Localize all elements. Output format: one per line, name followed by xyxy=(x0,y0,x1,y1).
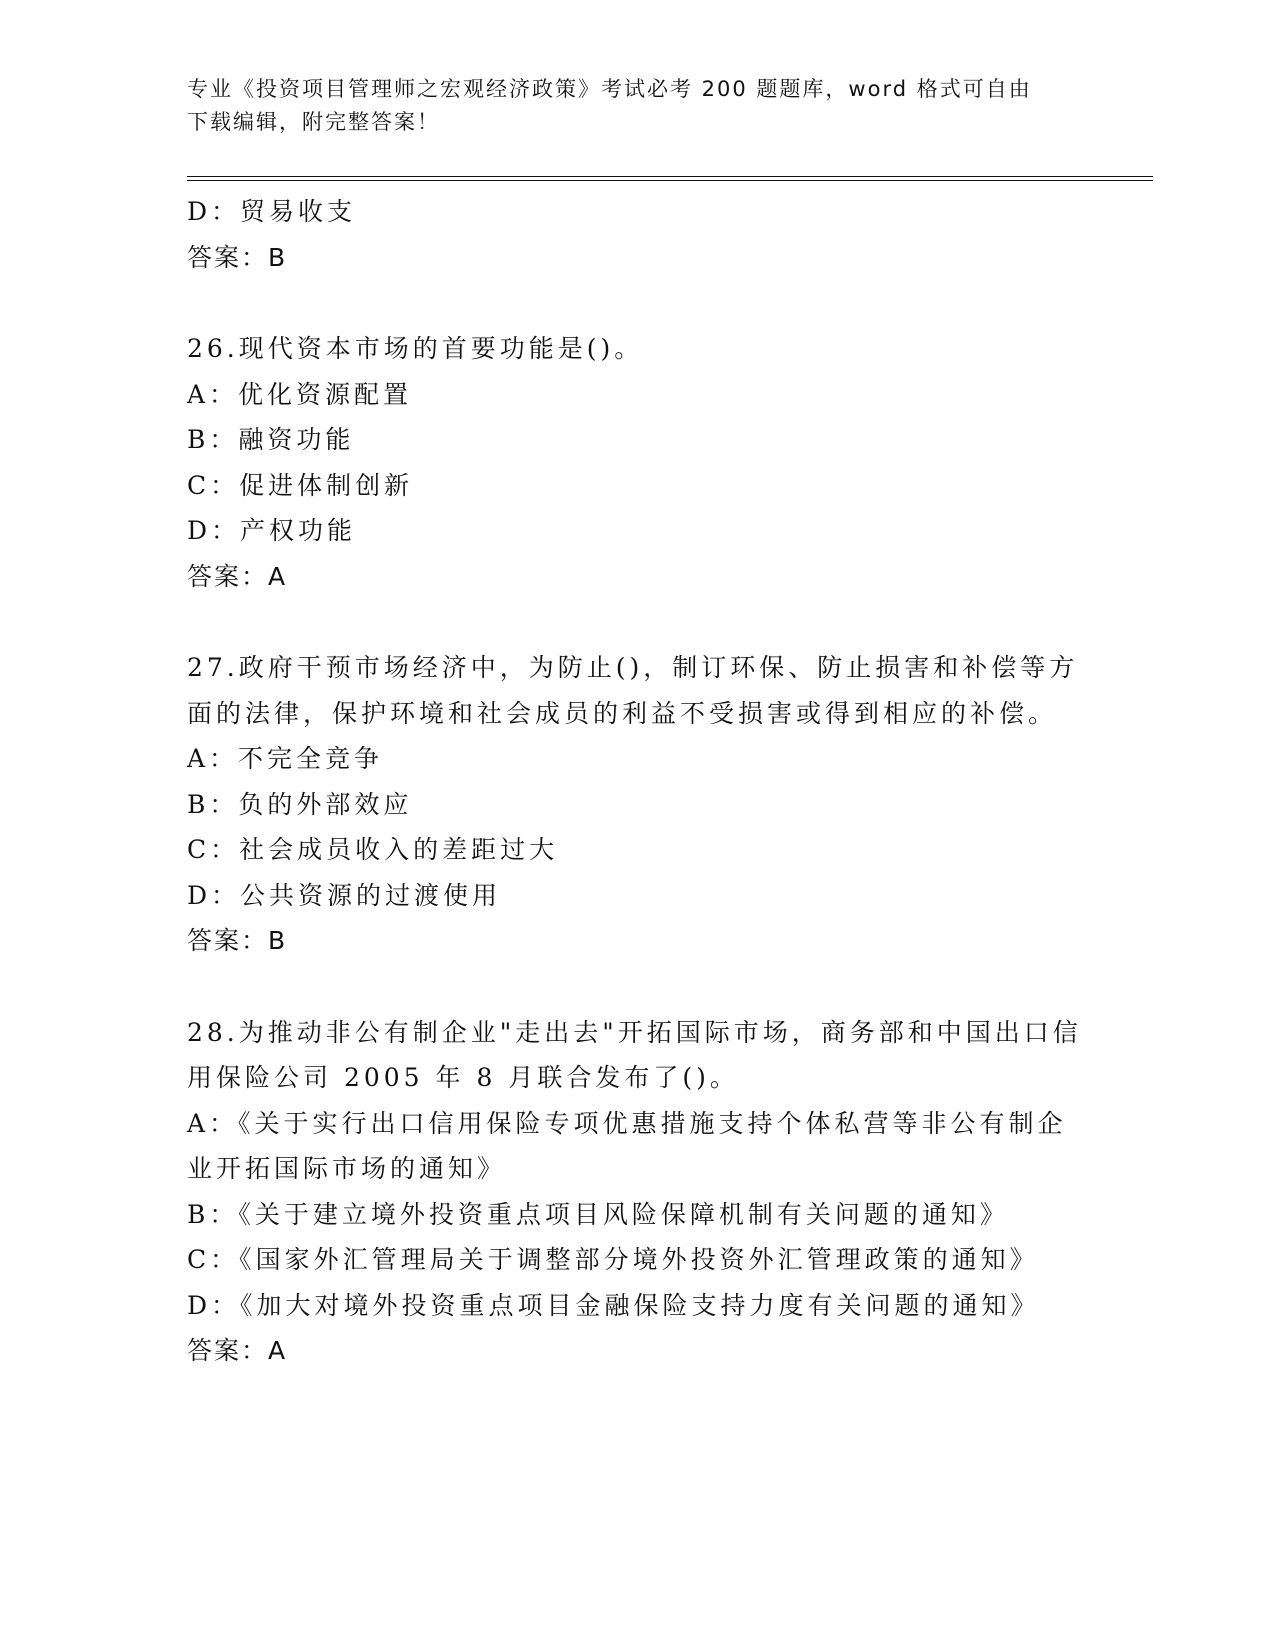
option-b: B：融资功能 xyxy=(187,425,355,454)
answer-line: 答案：B xyxy=(187,242,288,272)
option-b: B：负的外部效应 xyxy=(187,789,413,819)
option-a-line-2: 业开拓国际市场的通知》 xyxy=(187,1154,507,1183)
spacer xyxy=(187,964,1087,1010)
option-c: C：促进体制创新 xyxy=(187,470,414,500)
option-a: A：不完全竞争 xyxy=(187,744,384,773)
question-27 xyxy=(187,645,1087,964)
header-line-1: 专业《投资项目管理师之宏观经济政策》考试必考 200 题题库，word 格式可自由 xyxy=(187,77,1032,101)
question-28 xyxy=(187,1010,1087,1374)
answer-line: 答案：B xyxy=(187,926,288,955)
question-stem-line-1: 27.政府干预市场经济中，为防止()，制订环保、防止损害和补偿等方 xyxy=(187,653,1079,682)
question-content xyxy=(187,189,1087,1374)
page-header xyxy=(187,73,1067,139)
spacer xyxy=(187,599,1087,645)
option-d: D：公共资源的过渡使用 xyxy=(187,880,502,910)
question-26 xyxy=(187,326,1087,599)
option-c: C：社会成员收入的差距过大 xyxy=(187,835,559,864)
header-rule-bottom xyxy=(187,180,1153,181)
option-d: D：贸易收支 xyxy=(187,197,357,226)
header-rule-top xyxy=(187,176,1153,177)
previous-question-tail xyxy=(187,189,1087,280)
option-a: A：优化资源配置 xyxy=(187,379,413,409)
question-stem-line-2: 面的法律，保护环境和社会成员的利益不受损害或得到相应的补偿。 xyxy=(187,698,1058,728)
option-a-line-1: A：《关于实行出口信用保险专项优惠措施支持个体私营等非公有制企 xyxy=(187,1108,1067,1138)
question-stem-line-1: 28.为推动非公有制企业"走出去"开拓国际市场，商务部和中国出口信 xyxy=(187,1017,1082,1047)
question-stem-line-2: 用保险公司 2005 年 8 月联合发布了()。 xyxy=(187,1063,739,1092)
answer-line: 答案：A xyxy=(187,561,288,591)
option-c: C：《国家外汇管理局关于调整部分境外投资外汇管理政策的通知》 xyxy=(187,1245,1039,1274)
spacer xyxy=(187,280,1087,326)
answer-line: 答案：A xyxy=(187,1336,288,1365)
option-b: B：《关于建立境外投资重点项目风险保障机制有关问题的通知》 xyxy=(187,1199,1009,1229)
option-d: D：《加大对境外投资重点项目金融保险支持力度有关问题的通知》 xyxy=(187,1290,1040,1320)
question-stem: 26.现代资本市场的首要功能是()。 xyxy=(187,334,644,363)
header-line-2: 下载编辑，附完整答案！ xyxy=(187,110,440,134)
option-d: D：产权功能 xyxy=(187,516,357,545)
